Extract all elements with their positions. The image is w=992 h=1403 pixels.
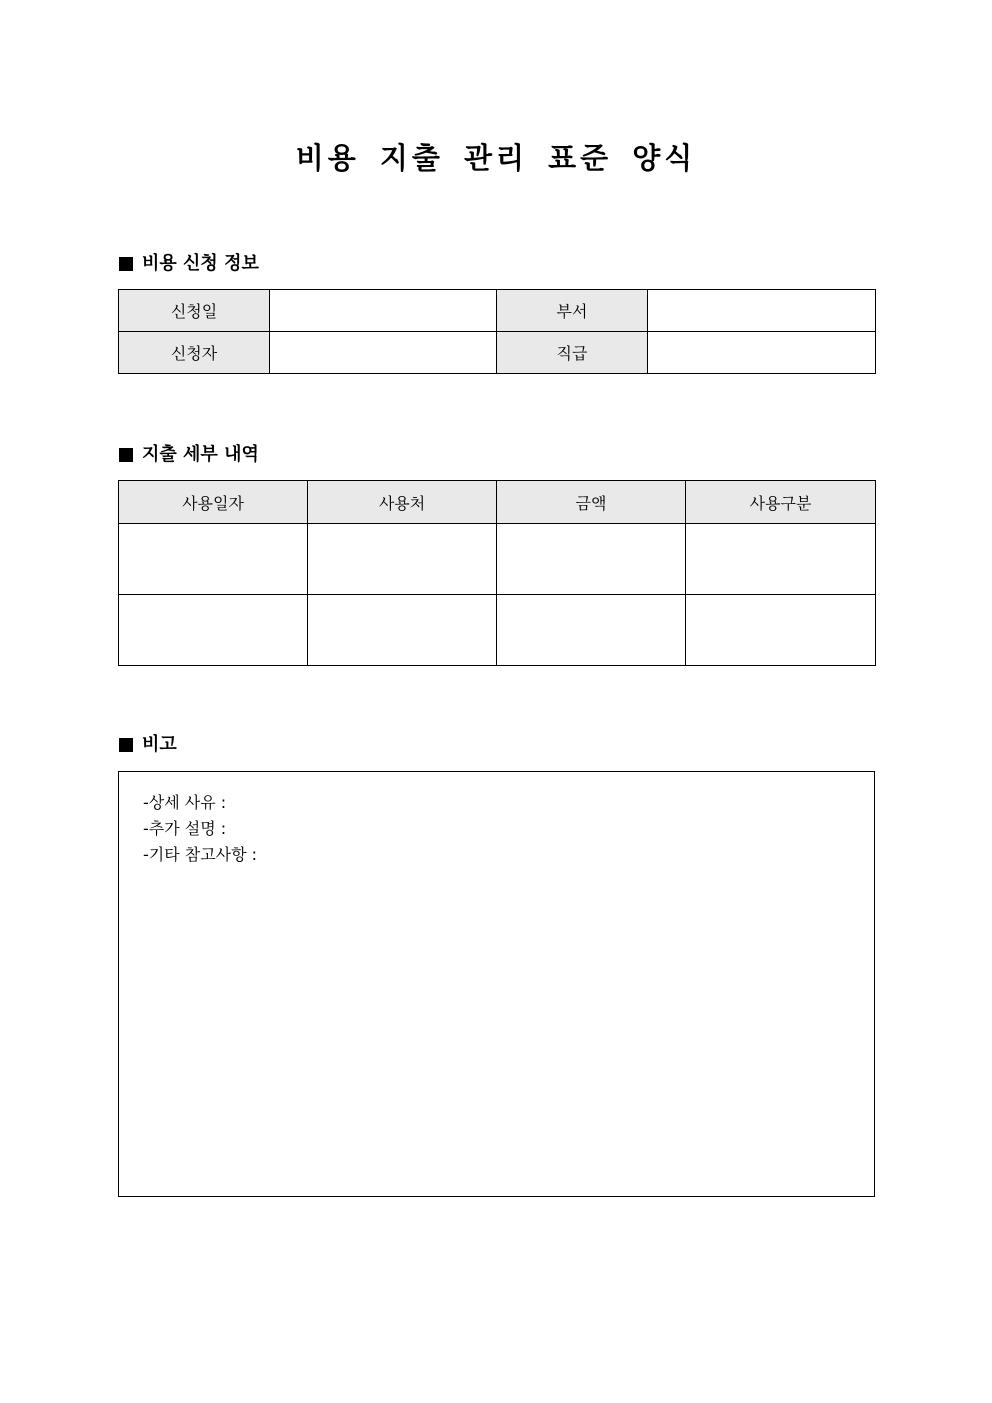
amount-cell[interactable] xyxy=(497,595,686,666)
section-heading-label: 지출 세부 내역 xyxy=(142,444,259,465)
department-label: 부서 xyxy=(497,290,648,332)
expense-details-table xyxy=(118,480,876,666)
remarks-box[interactable] xyxy=(118,771,875,1197)
table-row xyxy=(119,332,876,374)
document-title: 비용 지출 관리 표준 양식 xyxy=(295,141,697,175)
department-field[interactable] xyxy=(648,290,876,332)
table-row xyxy=(119,290,876,332)
usage-category-cell[interactable] xyxy=(686,595,876,666)
request-date-label: 신청일 xyxy=(119,290,270,332)
section-heading-label: 비고 xyxy=(142,734,177,755)
column-header-usage-category: 사용구분 xyxy=(686,481,876,524)
section-heading-request-info xyxy=(119,252,259,276)
table-row xyxy=(119,595,876,666)
position-field[interactable] xyxy=(648,332,876,374)
request-date-field[interactable] xyxy=(270,290,497,332)
request-info-table xyxy=(118,289,876,374)
usage-date-cell[interactable] xyxy=(119,524,308,595)
section-heading-label: 비용 신청 정보 xyxy=(142,253,259,274)
remarks-detail-reason: -상세 사유 : xyxy=(143,793,227,812)
square-bullet-icon xyxy=(119,738,133,752)
usage-category-cell[interactable] xyxy=(686,524,876,595)
position-label: 직급 xyxy=(497,332,648,374)
table-header-row xyxy=(119,481,876,524)
remarks-other-reference: -기타 참고사항 : xyxy=(143,845,258,864)
usage-place-cell[interactable] xyxy=(308,595,497,666)
column-header-amount: 금액 xyxy=(497,481,686,524)
usage-place-cell[interactable] xyxy=(308,524,497,595)
section-heading-expense-details xyxy=(119,443,259,467)
applicant-label: 신청자 xyxy=(119,332,270,374)
applicant-field[interactable] xyxy=(270,332,497,374)
remarks-additional-note: -추가 설명 : xyxy=(143,819,227,838)
amount-cell[interactable] xyxy=(497,524,686,595)
section-heading-remarks xyxy=(119,733,177,757)
column-header-usage-place: 사용처 xyxy=(308,481,497,524)
table-row xyxy=(119,524,876,595)
square-bullet-icon xyxy=(119,257,133,271)
column-header-usage-date: 사용일자 xyxy=(119,481,308,524)
usage-date-cell[interactable] xyxy=(119,595,308,666)
square-bullet-icon xyxy=(119,448,133,462)
